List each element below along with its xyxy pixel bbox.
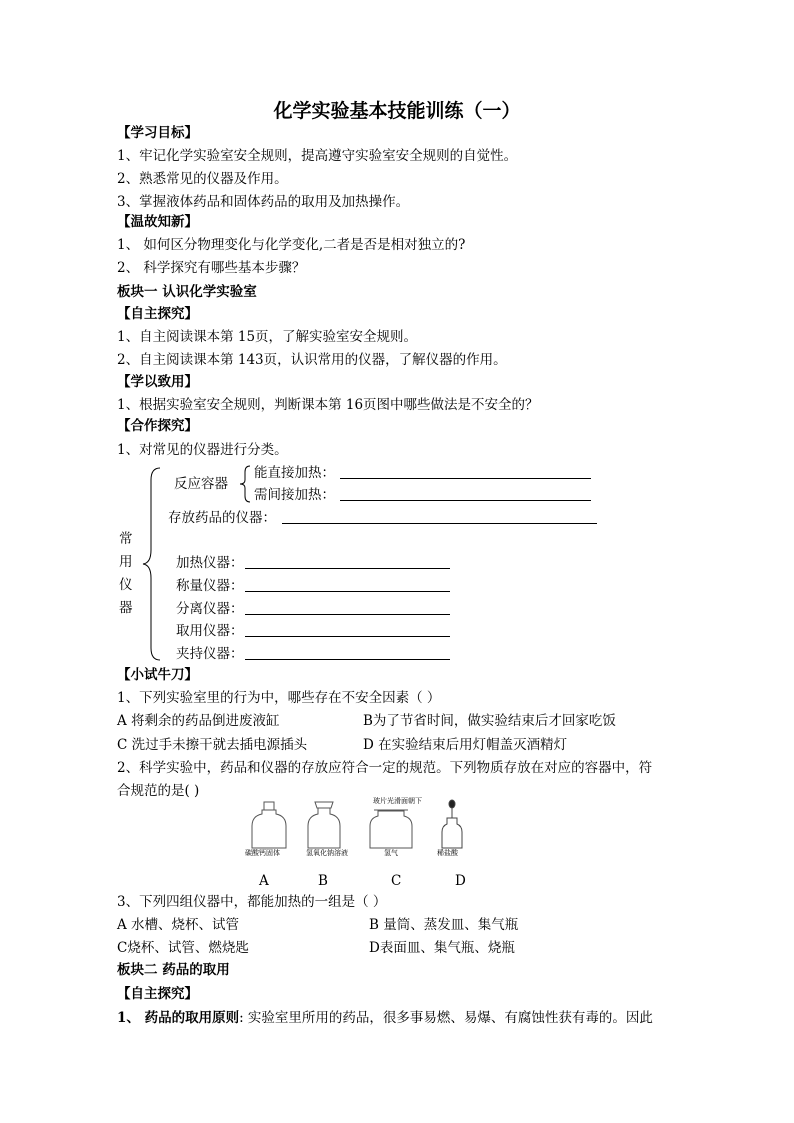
root-char-1: 常 — [119, 531, 133, 547]
storage-blank[interactable] — [282, 523, 597, 524]
root-char-2: 用 — [119, 554, 133, 570]
bottle-b-icon — [308, 802, 340, 848]
apply-item-1: 1、根据实验室安全规则，判断课本第 16页图中哪些做法是不安全的？ — [117, 397, 539, 413]
q1-text: 1、下列实验室里的行为中，哪些存在不安全因素（ ） — [117, 690, 441, 706]
root-char-3: 仪 — [119, 577, 133, 593]
page-title: 化学实验基本技能训练（一） — [273, 100, 521, 122]
goal-item-3: 3、掌握液体药品和固体药品的取用及加热操作。 — [117, 194, 410, 210]
q2-choice-a[interactable]: A — [259, 873, 269, 889]
self-study-item-1: 1、自主阅读课本第 15页，了解实验室安全规则。 — [117, 329, 418, 345]
goals-header: 【学习目标】 — [117, 125, 198, 141]
self-study-item-2: 2、自主阅读课本第 143页，认识常用的仪器，了解仪器的作用。 — [117, 352, 507, 368]
coop-header: 【合作探究】 — [117, 418, 198, 434]
gas-jar-note: 玻片光滑面朝下 — [373, 797, 422, 805]
root-char-4: 器 — [119, 600, 133, 616]
weighing-label: 称量仪器： — [176, 578, 244, 594]
block2-header: 板块二 药品的取用 — [117, 962, 230, 978]
q2-text-line2: 合规范的是( ) — [117, 783, 200, 799]
heating-label: 加热仪器： — [176, 555, 244, 571]
bottle-a-label: 碳酸钙固体 — [245, 849, 280, 857]
holding-blank[interactable] — [245, 659, 450, 660]
block2-self-study-header: 【自主探究】 — [117, 986, 198, 1002]
q2-choice-d[interactable]: D — [455, 873, 466, 889]
q1-option-d[interactable]: D 在实验结束后用灯帽盖灭酒精灯 — [363, 737, 568, 753]
q2-choice-c[interactable]: C — [391, 873, 402, 889]
q1-option-a[interactable]: A 将剩余的药品倒进废液缸 — [117, 713, 280, 729]
q2-choice-b[interactable]: B — [318, 873, 328, 889]
storage-label: 存放药品的仪器： — [168, 510, 276, 526]
q1-option-b[interactable]: B为了节省时间，做实验结束后才回家吃饭 — [363, 713, 616, 729]
bottle-a-icon — [252, 802, 286, 848]
bottle-b-label: 氢氧化钠溶液 — [306, 849, 348, 857]
q3-option-b[interactable]: B 量筒、蒸发皿、集气瓶 — [369, 917, 519, 933]
q3-option-d[interactable]: D表面皿、集气瓶、烧瓶 — [369, 940, 515, 956]
main-brace — [140, 466, 164, 662]
direct-heat-label: 能直接加热： — [254, 465, 335, 481]
q3-text: 3、下列四组仪器中，都能加热的一组是（ ） — [117, 894, 387, 910]
direct-heat-blank[interactable] — [340, 478, 591, 479]
review-header: 【温故知新】 — [117, 214, 198, 230]
apply-header: 【学以致用】 — [117, 374, 198, 390]
heating-blank[interactable] — [245, 568, 450, 569]
indirect-heat-blank[interactable] — [340, 500, 591, 501]
principle-text: : 实验室里所用的药品，很多事易燃、易爆、有腐蚀性获有毒的。因此 — [239, 1010, 653, 1026]
q1-option-c[interactable]: C 洗过手未擦干就去插电源插头 — [117, 737, 308, 753]
block1-header: 板块一 认识化学实验室 — [117, 284, 257, 300]
coop-item-1: 1、对常见的仪器进行分类。 — [117, 442, 288, 458]
principle-label: 1、 药品的取用原则 — [117, 1010, 240, 1026]
self-study-header: 【自主探究】 — [117, 306, 198, 322]
q3-option-a[interactable]: A 水槽、烧杯、试管 — [117, 917, 240, 933]
goal-item-1: 1、牢记化学实验室安全规则，提高遵守实验室安全规则的自觉性。 — [117, 148, 518, 164]
indirect-heat-label: 需间接加热： — [254, 487, 335, 503]
quiz-header: 【小试牛刀】 — [117, 667, 198, 683]
review-item-1: 1、 如何区分物理变化与化学变化,二者是否是相对独立的? — [117, 237, 466, 253]
weighing-blank[interactable] — [245, 591, 450, 592]
taking-blank[interactable] — [245, 636, 450, 637]
separation-label: 分离仪器： — [176, 601, 244, 617]
reaction-vessel-label: 反应容器 — [174, 476, 228, 492]
dropper-bottle-d-icon — [442, 800, 462, 848]
q2-text-line1: 2、科学实验中，药品和仪器的存放应符合一定的规范。下列物质存放在对应的容器中，符 — [117, 760, 653, 776]
separation-blank[interactable] — [245, 614, 450, 615]
taking-label: 取用仪器： — [176, 623, 244, 639]
bottle-d-label: 稀盐酸 — [437, 849, 458, 857]
holding-label: 夹持仪器： — [176, 646, 244, 662]
reaction-brace — [236, 464, 252, 504]
bottle-c-label: 氢气 — [384, 849, 398, 857]
goal-item-2: 2、熟悉常见的仪器及作用。 — [117, 171, 288, 187]
review-item-2: 2、 科学探究有哪些基本步骤？ — [117, 260, 306, 276]
q3-option-c[interactable]: C烧杯、试管、燃烧匙 — [117, 940, 249, 956]
gas-jar-c-icon — [370, 810, 412, 848]
